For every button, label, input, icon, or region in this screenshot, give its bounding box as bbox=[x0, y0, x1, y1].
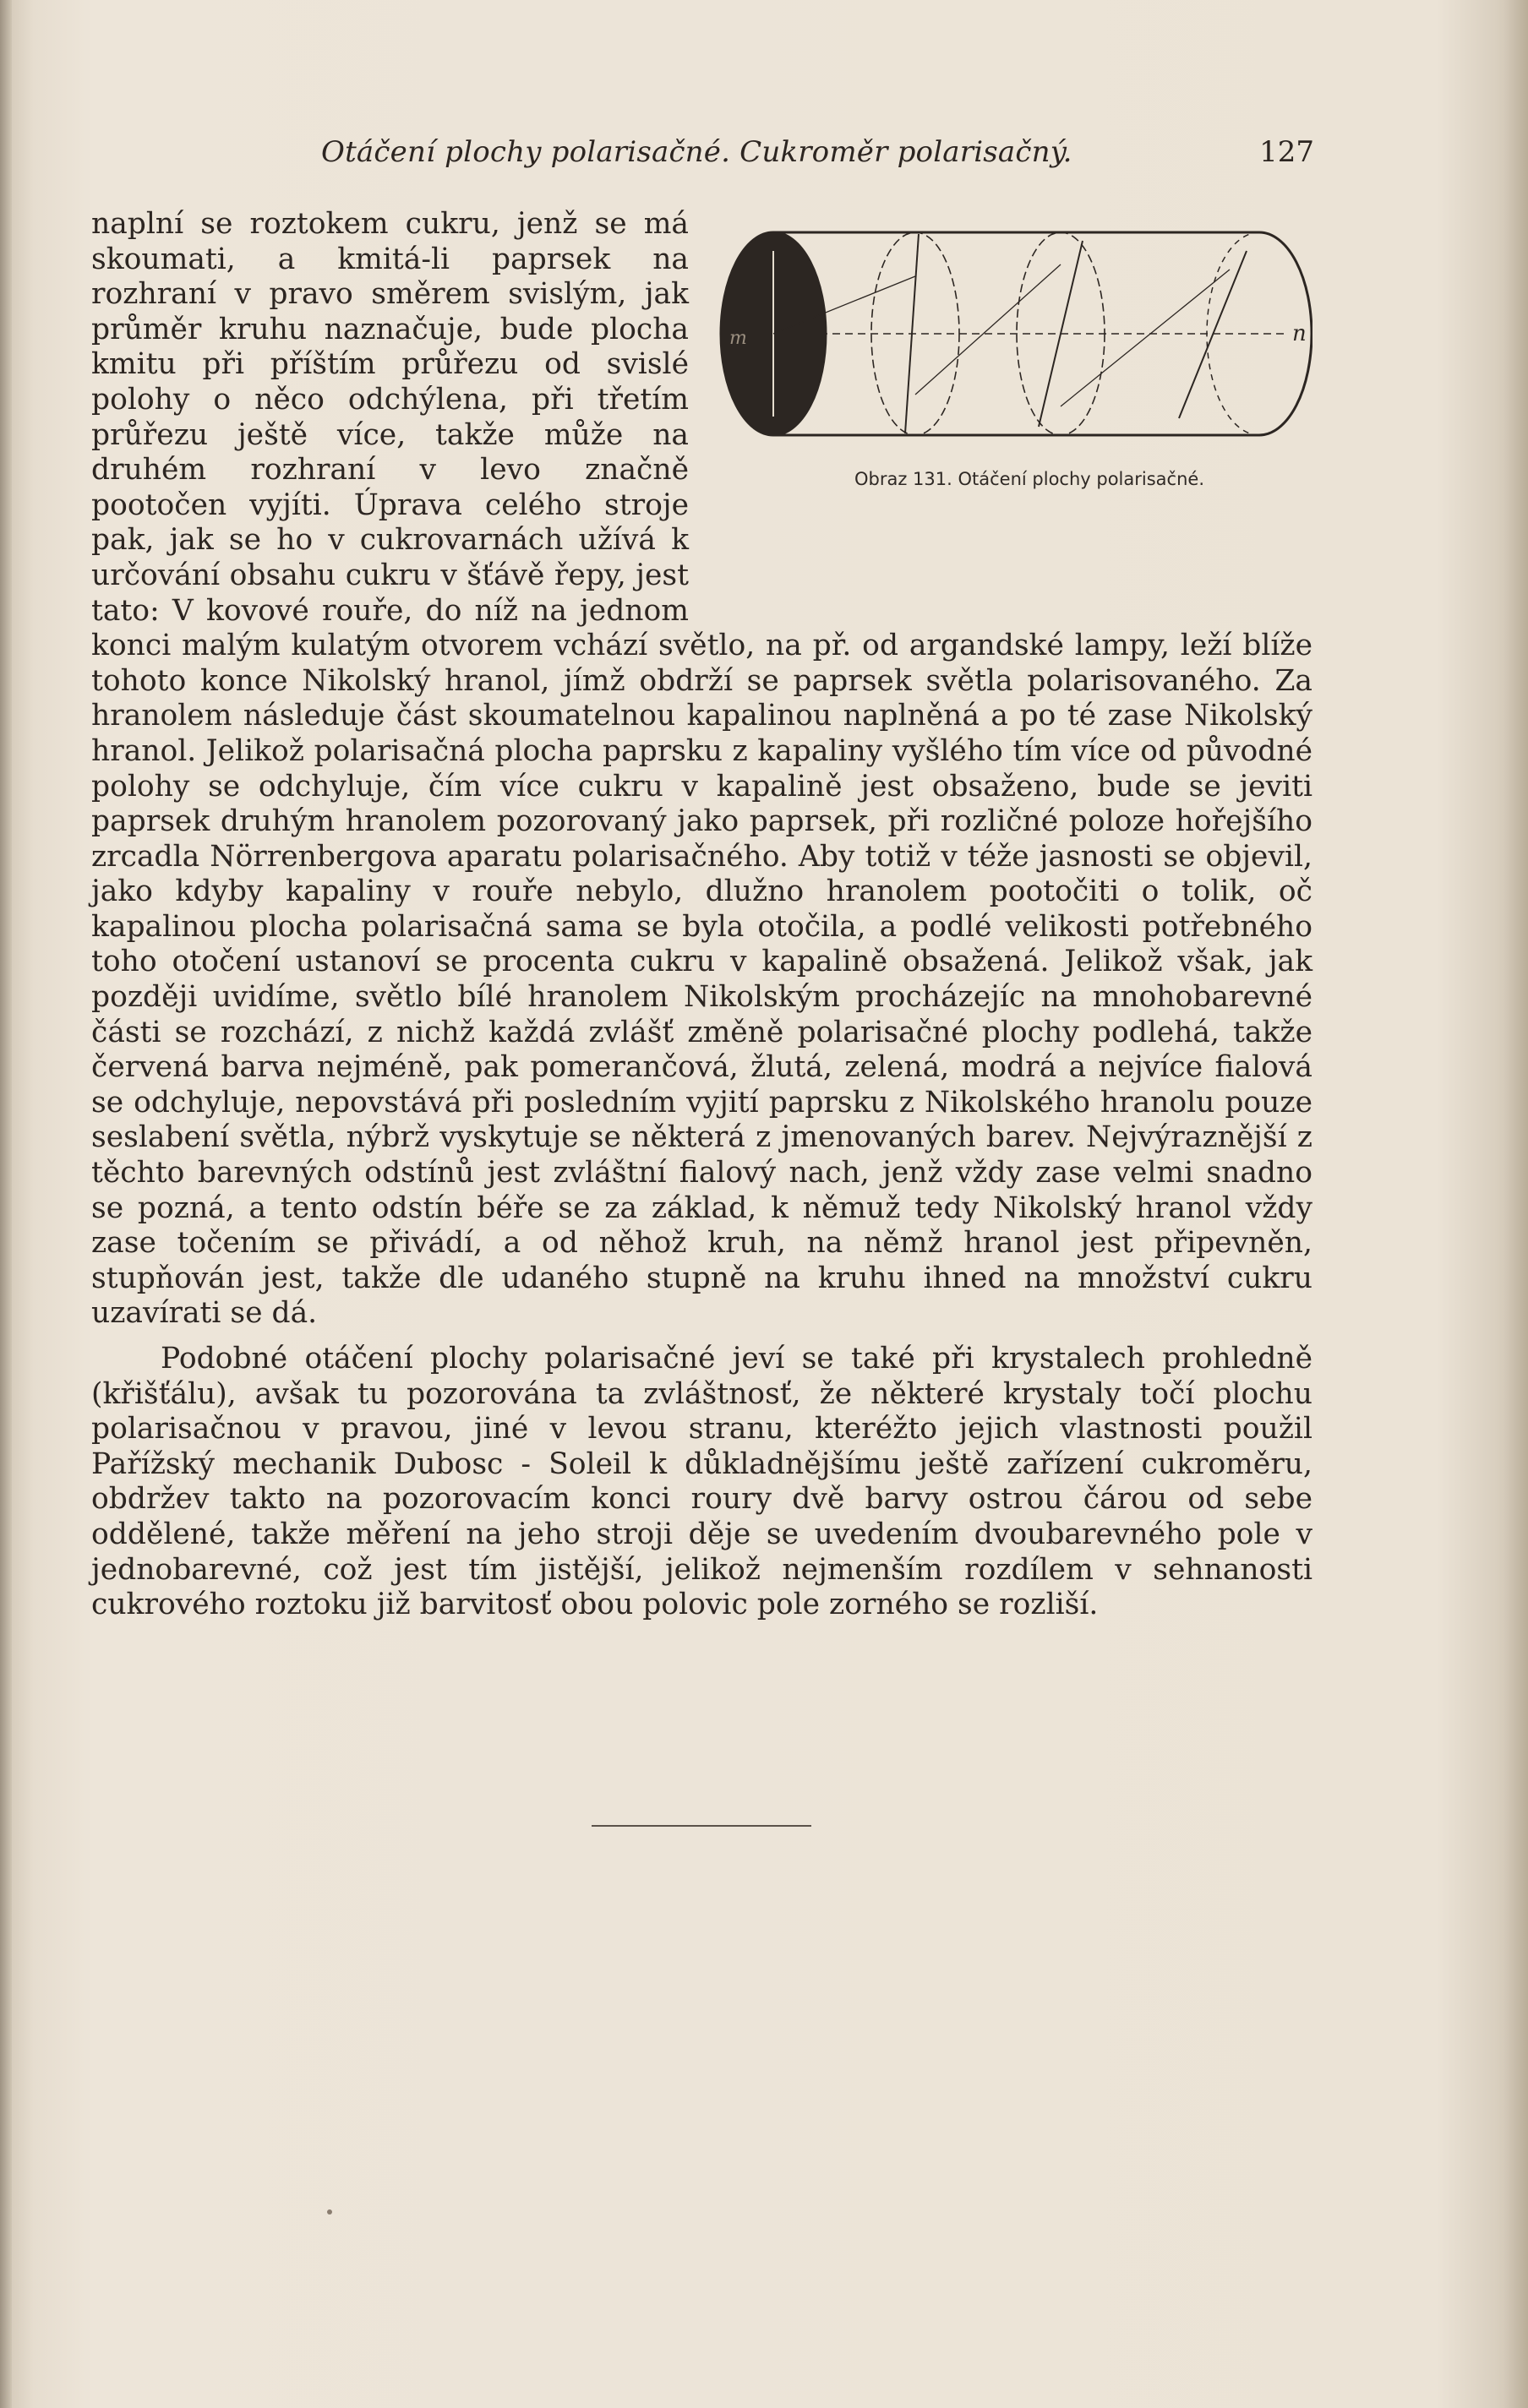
running-title: Otáčení plochy polarisačné. Cukroměr polarisačný. bbox=[321, 135, 1072, 169]
label-n: n bbox=[1292, 321, 1307, 346]
body-text bbox=[91, 207, 1312, 1332]
ray-line-2 bbox=[915, 264, 1061, 395]
polarization-line-2 bbox=[905, 234, 919, 433]
page-right-edge bbox=[1503, 0, 1528, 2408]
figure-caption: Obraz 131. Otáčení plochy polarisačné. bbox=[854, 469, 1204, 489]
body-text-2 bbox=[91, 1342, 1312, 1623]
label-m: m bbox=[729, 328, 747, 349]
book-gutter-edge bbox=[0, 0, 12, 2408]
paragraph-2: Podobné otáčení plochy polarisačné jeví se také při krystalech prohledně (křišťálu), avšak tu pozorována ta zvláštnosť, že některé krystaly točí plochu polarisačnou v pravou, jiné v levou stranu, kteréžto jejich vlastnosti použil Pařížský mechanik Dubosc - Soleil k důkladnějšímu ještě zařízení cukroměru, obdržev takto na pozorovacím konci roury dvě barvy ostrou čárou od sebe oddělené, takže měření na jeho stroji děje se uvedením dvoubarevného pole v jednobarevné, což jest tím jistější, jelikož nejmenším rozdílem v sehnanosti cukrového roztoku již barvitosť obou polovic pole zorného se rozliší. bbox=[91, 1342, 1312, 1622]
paragraph-1: naplní se roztokem cukru, jenž se má skoumati, a kmitá-li paprsek na rozhraní v pravo směrem svislým, jak průměr kruhu naznačuje, bude plocha kmitu při příštím průřezu od svislé polohy o něco odchýlena, při třetím průřezu ještě více, takže může na druhém rozhraní v levo značně pootočen vyjíti. Úprava celého stroje pak, jak se ho v cukrovarnách užívá k určování obsahu cukru v šťávě řepy, jest tato: V kovové rouře, do níž na jednom konci malým kulatým otvorem vchází světlo, na př. od argandské lampy, leží blíže tohoto konce Nikolský hranol, jímž obdrží se paprsek světla polarisovaného. Za hranolem následuje část skoumatelnou kapalinou naplněná a po té zase Nikolský hranol. Jelikož polarisačná plocha paprsku z kapaliny vyšlého tím více od původné polohy se odchyluje, čím více cukru v kapalině jest obsaženo, bude se jeviti paprsek druhým hranolem pozorovaný jako paprsek, při rozličné poloze hořejšího zrcadla Nörrenbergova aparatu polarisačného. Aby totiž v téže jasnosti se objevil, jako kdyby kapaliny v rouře nebylo, dlužno hranolem pootočiti o tolik, oč kapalinou plocha polarisačná sama se byla otočila, a podlé velikosti potřebného toho otočení ustanoví se procenta cukru v kapalině obsažená. Jelikož však, jak později uvidíme, světlo bílé hranolem Nikolským procházejíc na mnohobarevné části se rozchází, z nichž každá zvlášť změně polarisačné plochy podlehá, takže červená barva nejméně, pak pomerančová, žlutá, zelená, modrá a nejvíce fialová se odchyluje, nepovstává při posledním vyjití paprsku z Nikolského hranolu pouze seslabení světla, nýbrž vyskytuje se některá z jmenovaných barev. Nejvýraznější z těchto barevných odstínů jest zvláštní fialový nach, jenž vždy zase velmi snadno se pozná, a tento odstín béře se za základ, k němuž tedy Nikolský hranol vždy zase točením se přivádí, a od něhož kruh, na němž hranol jest připevněn, stupňován jest, takže dle udaného stupně na kruhu ihned na množství cukru uzavírati se dá. bbox=[91, 207, 1312, 1331]
ray-line-3 bbox=[1061, 270, 1230, 406]
cylinder-diagram bbox=[706, 217, 1312, 462]
page-number: 127 bbox=[1259, 135, 1314, 169]
paper-speck bbox=[327, 2209, 332, 2215]
figure-polarization-rotation bbox=[704, 217, 1312, 599]
polarization-line-4 bbox=[1179, 251, 1247, 418]
running-head bbox=[321, 135, 1314, 176]
end-rule bbox=[592, 1825, 811, 1827]
